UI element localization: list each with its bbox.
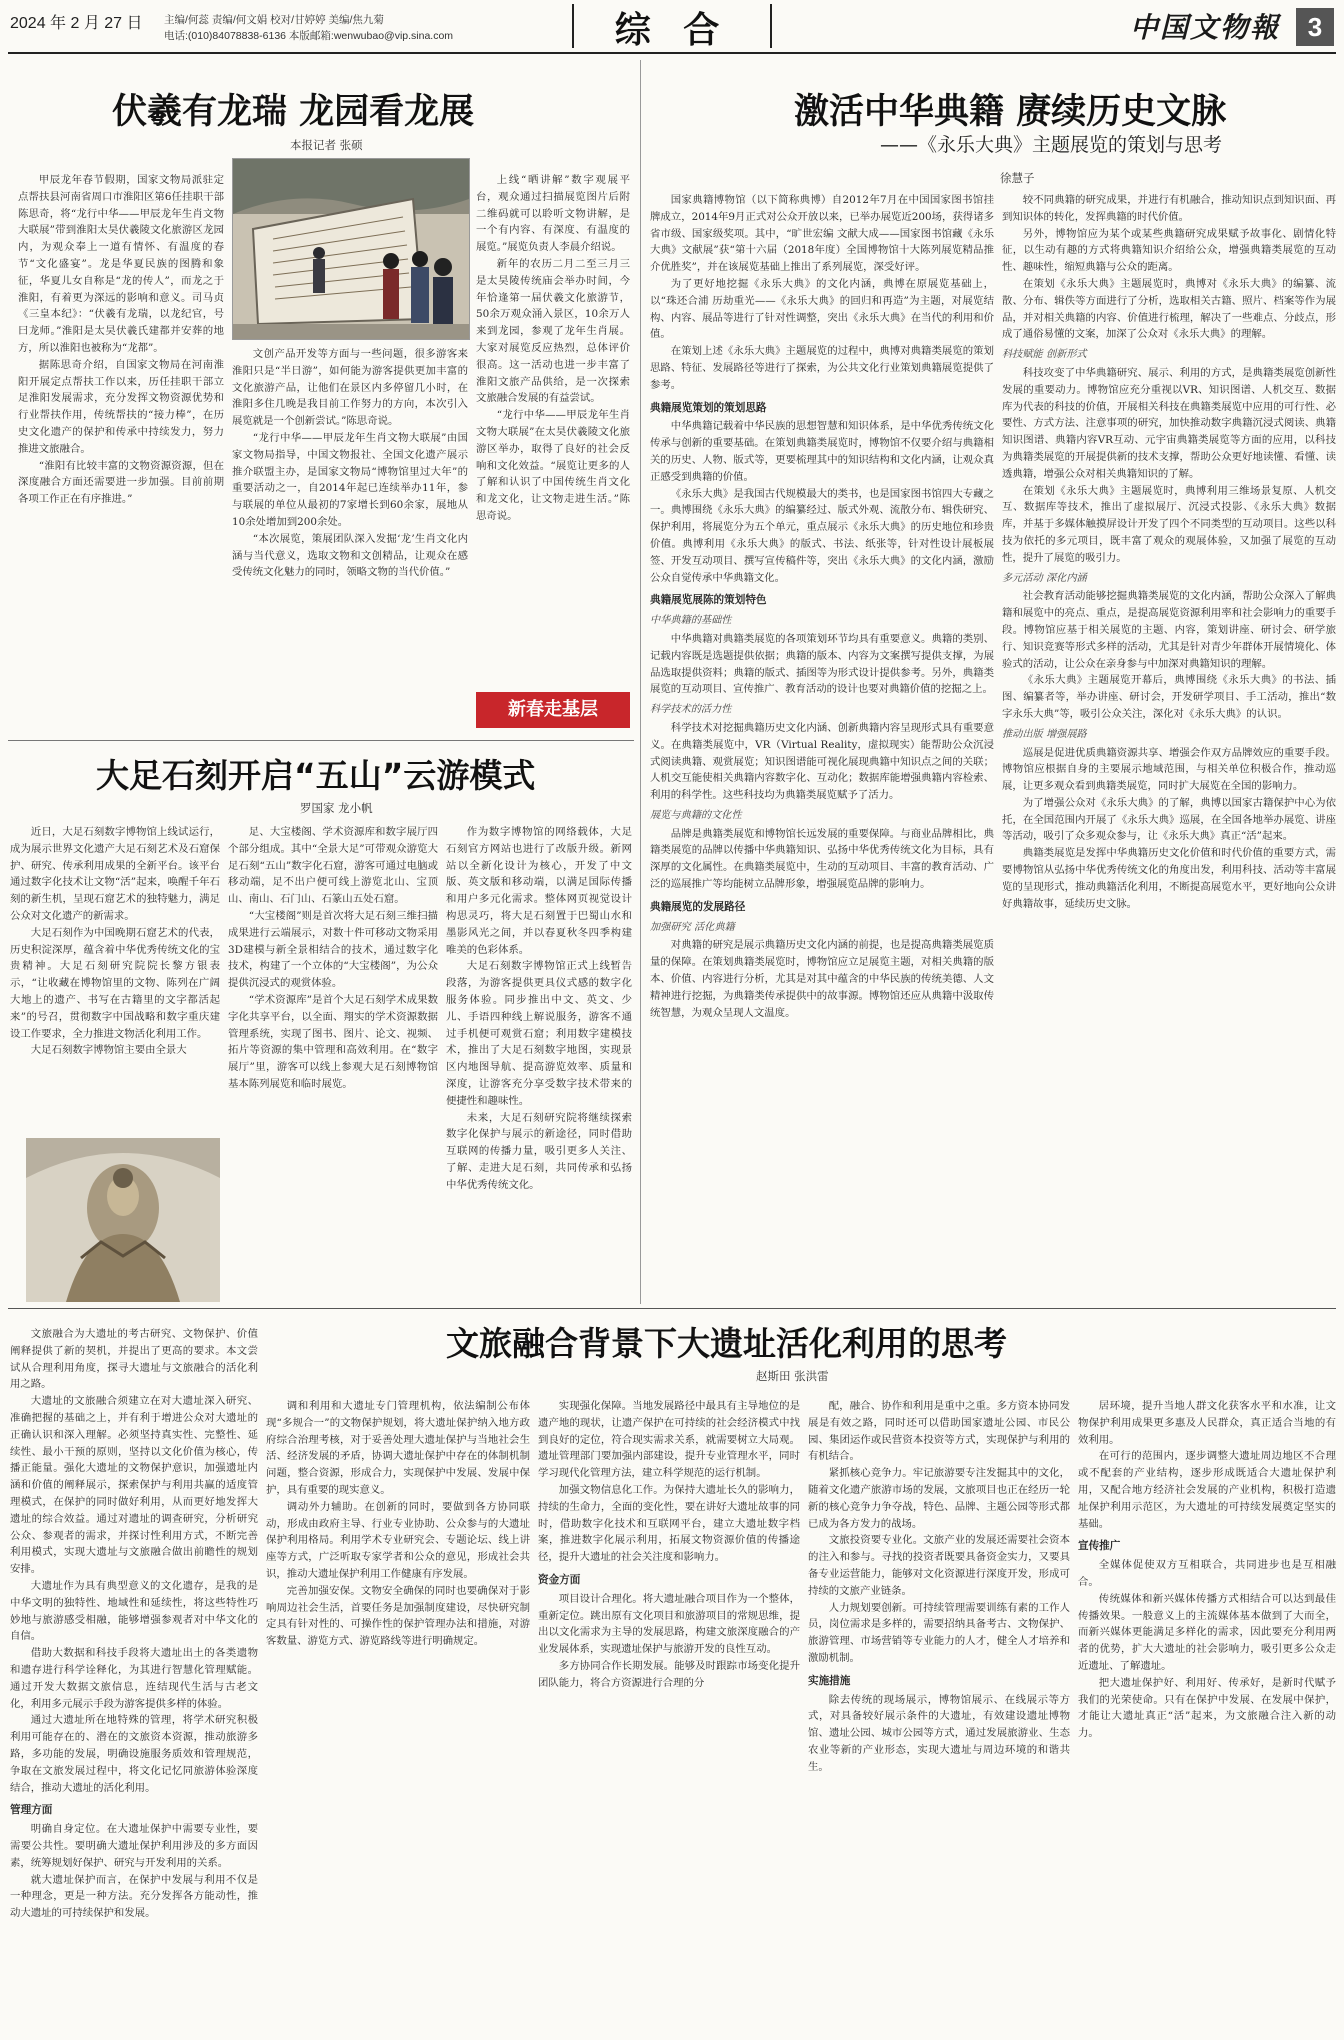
article2-byline: 徐慧子 (1000, 171, 1035, 185)
article4-byline: 赵斯田 张洪雷 (756, 1369, 829, 1383)
paragraph: 未来，大足石刻研究院将继续探索数字化保护与展示的新途径，同时借助互联网的传播力量，吸引更多人关注、了解、走进大足石刻，共同传承和弘扬中华优秀传统文化。 (446, 1111, 632, 1191)
paragraph: 大足石刻数字博物馆正式上线暂告段落，为游客提供更具仪式感的数字化服务体验。同步推出中文、英文、少儿、手语四种线上解说服务，游客不通过手机便可观赏石窟；利用数字建模技术，推出了大足石刻数字地图，实现景区内地图导航、提高游览效率、质量和深度，让游客充分享受数字技术带来的便捷性和趣味性。 (446, 960, 632, 1107)
sub-heading: 推动出版 增强展路 (1002, 728, 1087, 740)
paragraph: 大遗址的文旅融合须建立在对大遗址深入研究、准确把握的基础之上，并有利于增进公众对大遗址的正确认识和深入理解。必须坚持真实性、完整性、延续性、最小干预的原则，坚持以文化价值为核心，传播正能量。强化大遗址的文物保护意识，加强遗址内涵和价值的阐释展示，探索保护与利用共赢的适度管理模式，在保护的同时做好利用，从而更好地发挥大遗址的综合效益。通过对遗址的调查研究，分析研究公众、参观者的需求，并探讨性利用方式，不断完善利用模式，实现大遗址与文旅融合做出前瞻性的规划安排。 (10, 1395, 258, 1576)
section-heading: 资金方面 (538, 1573, 581, 1586)
paragraph: 把大遗址保护好、利用好、传承好，是新时代赋予我们的光荣使命。只有在保护中发展、在发展中保护，才能让大遗址真正“活”起来，为文旅融合注入新的动力。 (1078, 1676, 1336, 1740)
dazu-photo-graphic (26, 1138, 220, 1302)
article4-col4 (808, 1398, 1070, 2030)
section-heading: 典籍展览的发展路径 (650, 900, 746, 913)
paragraph: 调动外力辅助。在创新的同时，要做到各方协同联动，形成由政府主导、行业专业协助、公众参与的大遗址保护利用格局。利用学术专业研究会、专题论坛、线上讲座等方式，广泛听取专家学者和公众的意见，形成社会共识，推动大遗址保护利用工作健康有序发展。 (266, 1500, 530, 1580)
paragraph: 大足石刻作为中国晚期石窟艺术的代表，历史积淀深厚，蕴含着中华优秀传统文化的宝贵精神。大足石刻研究院院长黎方银表示，“让收藏在博物馆里的文物、陈列在广阔大地上的遗产、书写在古籍里的文字都活起来”的号召，贯彻数字中国战略和数字重庆建设工作要求，全力推进文物活化利用工作。 (10, 926, 220, 1040)
paragraph: 科技攻变了中华典籍研究、展示、利用的方式，是典籍类展览创新性发展的重要动力。博物馆应充分重视以VR、知识图谱、人机交互、数据库为代表的科技的价值，开展相关科技在典籍类展览中应用的可行性、必要性、方式方法、注意事项的研究，加快推动数字典籍沉浸式阅读、典籍知识图谱、典籍内容VR互动、元宇宙典籍类展览等方面的应用，以科技为典籍类展览的开展提供新的技术支撑，帮助公众更好地读懂、看懂、读透典籍，增强公众对相关典籍知识的了解。 (1002, 366, 1336, 480)
paragraph: “本次展览，策展团队深入发掘‘龙’生肖文化内涵与当代意义，选取文物和文创精品，让观众在感受传统文化魅力的同时，领略文物的当代价值。” (232, 532, 468, 579)
paragraph: “龙行中华——甲辰龙年生肖文物大联展”由国家文物局指导，中国文物报社、全国文化遗产展示推介联盟主办，是国家文物局“博物馆里过大年”的重要活动之一，自2014年起已连续举办11年，参与联展的单位从最初的7家增长到60余家，展地从10余处增加到200余处。 (232, 431, 468, 528)
article2-col2 (1002, 192, 1336, 1302)
editor-line: 主编/何蕊 责编/何文娟 校对/甘婷婷 美编/焦九菊 (164, 14, 384, 26)
paragraph: 新年的农历二月二至三月三是太昊陵传统庙会举办时间，今年恰逢第一届伏羲文化旅游节，50余万观众涌入景区，10余万人来到龙园，参观了龙年生肖展。大家对展览反应热烈，总体评价很高。这一活动也进一步丰富了淮阳文旅产品供给，是一次探索文旅融合发展的有益尝试。 (476, 257, 630, 405)
sub-heading: 加强研究 活化典籍 (650, 921, 735, 933)
exhibition-photo-graphic (233, 159, 469, 339)
article3-col3 (446, 824, 632, 1302)
paragraph: 配，融合、协作和利用是重中之重。多方资本协同发展是有效之路，同时还可以借助国家遗址公园、市民公园、集团运作或民营资本投资等方式，实现保护与利用的有机结合。 (808, 1400, 1070, 1463)
article1-col3 (476, 172, 630, 684)
paragraph: 作为数字博物馆的网络载体，大足石刻官方网站也进行了改版升级。新网站以全新化设计为核心，开发了中文版、英文版和移动端，以满足国际传播和用户多元化需求。整体网页视觉设计构思灵巧，将大足石刻置于巴蜀山水和墨影风光之间，并以春夏秋冬四季构建唯美的色彩体系。 (446, 826, 632, 956)
article3-col1 (10, 824, 220, 1134)
article1-col2 (232, 346, 468, 696)
paragraph: 加强文物信息化工作。为保持大遗址长久的影响力，持续的生命力，全面的变化性，要在讲好大遗址故事的同时，借助数字化技术和互联网平台，建立大遗址数字档案，推进数字化展示利用，拓展文物资源价值的传播途径，提升大遗址的社会关注度和影响力。 (538, 1483, 800, 1564)
article3-headline: 大足石刻开启“五山”云游模式 (96, 756, 536, 795)
section-heading: 典籍展览展陈的策划特色 (650, 594, 767, 607)
paragraph: 中华典籍记载着中华民族的思想智慧和知识体系，是中华优秀传统文化传承与创新的重要基础。在策划典籍类展览时，博物馆不仅要介绍与典籍相关的历史、人物、版式等，更要梳理其中的知识结构和文化内涵，让观众真正感受到典籍的价值。 (650, 420, 994, 483)
article1-headline: 伏羲有龙瑞 龙园看龙展 (112, 92, 475, 132)
paragraph: 据陈思奇介绍，自国家文物局在河南淮阳开展定点帮扶工作以来，历任挂职干部立足淮阳发展需求，充分发挥文物资源优势和行业帮扶作用，传统帮扶的“接力棒”，在历史文化遗产的保护和传承中持续发力，努力推进文旅融合。 (18, 358, 224, 455)
paragraph: 上线“晒讲解”数字观展平台，观众通过扫描展览图片后附二维码就可以聆听文物讲解，是一个有内容、有深度、有温度的展览。”展览负责人李晨介绍说。 (476, 174, 630, 254)
editor-info (164, 12, 564, 44)
paragraph: 紧抓核心竞争力。牢记旅游要专注发掘其中的文化，随着文化遗产旅游市场的发展，文旅项目也正在经历一轮新的核心竞争力争夺战，特色、品牌、主题公园等形式都已成为各方发力的战场。 (808, 1467, 1070, 1530)
article3-byline: 罗国家 龙小帆 (300, 801, 373, 815)
contact-line: 电话:(010)84078838-6136 本版邮箱:wenwubao@vip.sina.com (164, 30, 454, 42)
paragraph: 多方协同合作长期发展。能够及时跟踪市场变化提升团队能力，将合方资源进行合理的分 (538, 1659, 800, 1689)
article4-col3 (538, 1398, 800, 2030)
lower-rule (8, 1308, 1336, 1309)
paragraph: 《永乐大典》是我国古代规模最大的类书，也是国家图书馆四大专藏之一。典博围绕《永乐大典》的编纂经过、版式外观、流散分布、辑佚研究、保护利用，将展览分为五个单元，重点展示《永乐大典》的历史地位和珍贵价值。典博利用《永乐大典》的版式、书法、纸张等，针对性设计展板展签、开发互动项目、撰写宣传稿件等，突出《永乐大典》的文化内涵，激励公众自觉传承中华典籍文化。 (650, 487, 994, 584)
section-heading: 实施措施 (808, 1674, 851, 1687)
article4-headline: 文旅融合背景下大遗址活化利用的思考 (446, 1324, 1007, 1363)
section-heading: 典籍展览策划的策划思路 (650, 401, 767, 414)
paragraph: 文创产品开发等方面与一些问题，很多游客来淮阳只是“半日游”，如何能为游客提供更加丰富的文化旅游产品，让他们在景区内多停留几小时，在淮阳多住几晚是我目前工作努力的方向，本次引入展览就是一个创新尝试。”陈思奇说。 (232, 348, 468, 428)
paragraph: 大足石刻数字博物馆主要由全景大 (30, 1044, 187, 1057)
article2-col1 (650, 192, 994, 1302)
paragraph: 国家典籍博物馆（以下简称典博）自2012年7月在中国国家图书馆挂牌成立，2014年9月正式对公众开放以来，已举办展览近200场，获得诸多省市级、国家级奖项。其中，“旷世宏编 文献大成——国家图书馆藏《永乐大典》文献展”获“第十六届（2018年度）全国博物馆十大陈列展览精品推介优胜奖”，并在该展览基础上推出了系列展览，深受好评。 (650, 194, 994, 274)
paragraph: 为了更好地挖掘《永乐大典》的文化内涵，典博在原展览基础上，以“珠还合浦 历劫重光——《永乐大典》的回归和再造”为主题，对展览结构、内容、展品等进行了针对性调整，突出《永乐大典》在当代的利用和价值。 (650, 277, 994, 341)
section-heading: 管理方面 (10, 1804, 53, 1817)
paragraph: 大遗址作为具有典型意义的文化遗存，是我的是中华文明的独特性、地域性和延续性，将这些特性巧妙地与旅游感受相融，能够增强参观者对中华文化的自信。 (10, 1579, 258, 1643)
paragraph: 在可行的范围内，逐步调整大遗址周边地区不合理或不配套的产业结构，逐步形成既适合大遗址保护利用，又配合地方经济社会发展的产业机构，积极打造遗址保护利用示范区，为大遗址的可持续发展奠定坚实的基础。 (1078, 1450, 1336, 1530)
paragraph: 居环境，提升当地人群文化获客水平和水准，让文物保护利用成果更多惠及人民群众，真正适合当地的有效利用。 (1078, 1400, 1336, 1446)
paragraph: “大宝楼阁”则是首次将大足石刻三维扫描成果进行云端展示，对数十件可移动文物采用3D建模与新全景相结合的技术，通过数字化技术，构建了一个立体的“大宝楼阁”，为公众提供沉浸式的观赏体验。 (228, 909, 438, 990)
paragraph: 就大遗址保护而言，在保护中发展与利用不仅是一种理念，更是一种方法。充分发挥各方能动性，推动大遗址的可持续保护和发展。 (10, 1873, 258, 1920)
article3-col2 (228, 824, 438, 1302)
section-title: 综 合 (614, 10, 730, 51)
masthead-divider-right (770, 4, 772, 48)
paragraph: 明确自身定位。在大遗址保护中需要专业性，要需要公共性。要明确大遗址保护利用涉及的多方面因素，统筹规划好保护、研究与开发利用的关系。 (10, 1823, 258, 1869)
paragraph: 项目设计合理化。将大遗址融合项目作为一个整体，重新定位。跳出原有文化项目和旅游项目的常规思维，提出以文化需求为主导的发展思路，构建文旅深度融合的产业发展体系，实现遗址保护与旅游开发的良性互动。 (538, 1592, 800, 1656)
paragraph: 文旅融合为大遗址的考古研究、文物保护、价值阐释提供了新的契机，并提出了更高的要求。本文尝试从合理利用角度，探寻大遗址与文旅融合的活化利用之路。 (10, 1328, 258, 1391)
section-heading: 宣传推广 (1078, 1540, 1121, 1553)
paragraph: 人力规划要创新。可持续管理需要训练有素的工作人员，岗位需求是多样的，需要招纳具备考古、文物保护、旅游管理、市场营销等专业能力的人才，健全人才培养和激励机制。 (808, 1601, 1070, 1664)
page-number: 3 (1296, 8, 1334, 46)
paragraph: 科学技术对挖掘典籍历史文化内涵、创新典籍内容呈现形式具有重要意义。在典籍类展览中，VR（Virtual Reality，虚拟现实）能帮助公众沉浸式阅读典籍、观赏展览；知识图谱能可视化展现典籍中知识点之间的关联；人机交互能使相关典籍内容数字化、互动化；数据库能增强典籍内容检索、利用的科学性。这些科技均为典籍类展览赋予了活力。 (650, 721, 994, 802)
paragraph: 传统媒体和新兴媒体传播方式相结合可以达到最佳传播效果。一般意义上的主流媒体基本做到了大而全，而新兴媒体更能满足多样化的需求，因此要充分利用两者的优势，扩大大遗址的社会影响力，吸引更多公众走近遗址、了解遗址。 (1078, 1592, 1336, 1672)
article2-subtitle: ——《永乐大典》主题展览的策划与思考 (880, 134, 1223, 156)
paragraph: 足、大宝楼阁、学术资源库和数字展厅四个部分组成。其中“全景大足”可带观众游览大足石刻“五山”数字化石窟，游客可通过电脑或移动端，足不出户便可线上游览北山、宝顶山、南山、石门山、石篆山五处石窟。 (228, 826, 438, 906)
masthead-divider-left (572, 4, 574, 48)
paragraph: 品牌是典籍类展览和博物馆长远发展的重要保障。与商业品牌相比，典籍类展览的品牌以传播中华典籍知识、弘扬中华优秀传统文化为目标，具有深厚的文化属性。在典籍类展览中，生动的互动项目、丰富的教育活动、广泛的巡展推广等均能树立品牌形象，增强展览品牌的影响力。 (650, 827, 994, 891)
sub-heading: 科学技术的活力性 (650, 704, 732, 716)
sub-heading: 科技赋能 创新形式 (1002, 349, 1087, 361)
paragraph: 另外，博物馆应为某个或某些典籍研究成果赋予故事化、剧情化特征，以生动有趣的方式将典籍知识介绍给公众，增强典籍类展览的互动性、趣味性，缩短典籍与公众的距离。 (1002, 227, 1336, 274)
paragraph: 通过大遗址所在地特殊的管理，将学术研究积极利用可能存在的、潜在的文旅资本资源，推动旅游多路，多功能的发展，明确设施服务质效和管理规范，争取在文旅发展过程中，将文化记忆同旅游体验深度结合，推动大遗址的活化利用。 (10, 1714, 258, 1794)
paragraph: 文旅投资要专业化。文旅产业的发展还需要社会资本的注入和参与。寻找的投资者既要具备资金实力，又要具备专业运营能力，能够对文化资源进行深度开发，形成可持续的文旅产业链条。 (808, 1534, 1070, 1597)
article1-col1 (18, 172, 224, 696)
paragraph: 除去传统的现场展示，博物馆展示、在线展示等方式，对具备较好展示条件的大遗址，有效建设遗址博物馆、遗址公园、城市公园等方式，通过发展旅游业、生态农业等新的产业形态，实现大遗址与周边环境的和谐共生。 (808, 1693, 1070, 1773)
paragraph: 借助大数据和科技手段将大遗址出土的各类遗物和遗存进行科学诠释化，为其进行智慧化管理赋能。通过开发大数据文旅信息，连结现代生活与古老文化，利用多元展示手段为游客提供多样的体验。 (10, 1647, 258, 1710)
article2-headline: 激活中华典籍 赓续历史文脉 (794, 92, 1227, 132)
sub-heading: 展览与典籍的文化性 (650, 809, 742, 821)
dazu-photo (26, 1138, 220, 1302)
article-divider (8, 740, 634, 741)
paragraph: 甲辰龙年春节假期，国家文物局派驻定点帮扶县河南省周口市淮阳区第6任挂职干部陈思奇，将“龙行中华——甲辰龙年生肖文物大联展”带到淮阳太昊伏羲陵文化旅游区龙园内，为观众奉上一道有情怀、有温度的春节“文化盛宴”。龙是华夏民族的图腾和象征，华夏儿女自称是“龙的传人”，而龙之于淮阳，有着更为深远的影响和意义。司马贞《三皇本纪》：“伏羲有龙瑞，以龙纪官，号曰龙师。”淮阳是太昊伏羲氏建都并安葬的地方，所以淮阳也被称为“龙都”。 (18, 174, 224, 354)
column-divider (640, 60, 641, 1304)
paragraph: “学术资源库”是首个大足石刻学术成果数字化共享平台，以全面、翔实的学术资源数据管理系统，实现了图书、图片、论文、视频、拓片等资源的集中管理和高效利用。在“数字展厅”里，游客可以线上参观大足石刻博物馆基本陈列展览和临时展览。 (228, 993, 438, 1090)
article1-byline: 本报记者 张硕 (290, 138, 363, 152)
article4-col5 (1078, 1398, 1336, 2030)
paragraph: 对典籍的研究是展示典籍历史文化内涵的前提，也是提高典籍类展览质量的保障。在策划典籍类展览时，博物馆应立足展览主题，对相关典籍的版本、价值、内容进行分析，尤其是对其中蕴含的中华民族的传统美德、人文精神进行挖掘，为典籍类传承提供中的故事源。博物馆还应从典籍中汲取传统智慧，为观众呈现人文温度。 (650, 939, 994, 1019)
paragraph: 实现强化保障。当地发展路径中最具有主导地位的是遗产地的现状，让遗产保护在可持续的社会经济模式中找到良好的定位，符合现实需求关系，就需要树立大局观。遗址管理部门要加强内部建设，提升专业管理水平，同时学习现代化管理方法，建立科学规范的运行机制。 (538, 1400, 800, 1480)
issue-date: 2024 年 2 月 27 日 (10, 15, 143, 32)
paragraph: 调和利用和大遗址专门管理机构，依法编制公布体现“多规合一”的文物保护规划，将大遗址保护纳入地方政府综合治理考核，对于妥善处理大遗址保护与当地社会生活、经济发展的矛盾，协调大遗址保护中存在的体制机制问题，整合资源，形成合力，实现保护中发展、发展中保护，具有重要的现实意义。 (266, 1400, 530, 1496)
masthead-rule (8, 52, 1336, 54)
paragraph: 完善加强安保。文物安全确保的同时也要确保对于影响周边社会生活，首要任务是加强制度建设，尽快研究制定具有针对性的、可操作性的保护管理办法和措施，对游客数量、游览方式、游览路线等进行明确规定。 (266, 1584, 530, 1648)
article4-col1 (10, 1326, 258, 2030)
paragraph: 在策划《永乐大典》主题展览时，典博利用三维场景复原、人机交互、数据库等技术，推出了虚拟展厅、沉浸式投影、《永乐大典》数据库，并基于多媒体触摸屏设计开发了四个不同类型的互动项目。这些以科技为依托的多元项目，既丰富了观众的观展体验，又加强了展览的互动性，提升了展览的吸引力。 (1002, 484, 1336, 564)
paragraph: 典籍类展览是发挥中华典籍历史文化价值和时代价值的重要方式，需要博物馆从弘扬中华优秀传统文化的角度出发，利用科技、活动等丰富展览的呈现形式，推动典籍活化利用，不断提高展览水平，更好地向公众讲好典籍故事，延续历史文脉。 (1002, 847, 1336, 910)
paragraph: 近日，大足石刻数字博物馆上线试运行，成为展示世界文化遗产大足石刻艺术及石窟保护、研究、传承利用成果的全新平台。该平台通过数字化技术让文物“活”起来，唤醒千年石刻的新生机，呈现石窟艺术的独特魅力，满足公众对文化遗产的新需求。 (10, 826, 220, 922)
paragraph: “龙行中华——甲辰龙年生肖文物大联展”在太昊伏羲陵文化旅游区举办，取得了良好的社会反响和文化效益。“展览让更多的人了解和认识了中国传统生肖文化和龙文化，让文物走进生活。”陈思奇说。 (476, 409, 630, 522)
paragraph: 中华典籍对典籍类展览的各项策划环节均具有重要意义。典籍的类别、记载内容既是选题提供依据；典籍的版本、内容为文案撰写提供支撑，为展品选取提供资料；典籍的版式、插图等为形式设计提供参考。另外，典籍类展览的互动项目、宣传推广、教育活动的设计也要对典籍价值的挖掘之上。 (650, 632, 994, 696)
sub-heading: 多元活动 深化内涵 (1002, 572, 1087, 584)
paragraph: 为了增强公众对《永乐大典》的了解，典博以国家古籍保护中心为依托，在全国范围内开展了《永乐大典》巡展，在全国各地举办展览、讲座等活动，吸引了众多观众参与，让《永乐大典》真正“活”起来。 (1002, 796, 1336, 843)
paragraph: 较不同典籍的研究成果，并进行有机融合，推动知识点到知识面、再到知识体的转化，发挥典籍的时代价值。 (1002, 194, 1336, 223)
new-year-badge: 新春走基层 (476, 692, 630, 728)
paragraph: 在策划《永乐大典》主题展览时，典博对《永乐大典》的编纂、流散、分布、辑佚等方面进行了分析，选取相关古籍、照片、档案等作为展品，并对相关典籍的内容、价值进行梳理，解决了一些难点、分歧点，形成了通俗易懂的文案，加深了公众对《永乐大典》的理解。 (1002, 277, 1336, 341)
paragraph: 巡展是促进优质典籍资源共享、增强会作双方品牌效应的重要手段。博物馆应根据自身的主要展示地域范围，与相关单位积极合作，推动巡展，让更多观众看到典籍类展览，同时扩大展览在全国的影响力。 (1002, 746, 1336, 793)
paragraph: 《永乐大典》主题展览开幕后，典博围绕《永乐大典》的书法、插图、编纂者等，举办讲座、研讨会，开发研学项目、手工活动，推出“数字永乐大典”等，吸引公众关注，深化对《永乐大典》的认识。 (1002, 674, 1336, 720)
exhibition-photo (232, 158, 470, 340)
newspaper-logo: 中国文物報 (1129, 11, 1280, 44)
article4-col2 (266, 1398, 530, 2030)
paragraph: 社会教育活动能够挖掘典籍类展览的文化内涵，帮助公众深入了解典籍和展览中的亮点、重点，是提高展览资源利用率和社会影响力的重要手段。博物馆应基于相关展览的主题、内容，策划讲座、研讨会、研学旅行、知识竞赛等形式多样的活动，尤其是针对青少年群体开展情境化、体验式的活动，让公众在亲身参与中加深对典籍知识的理解。 (1002, 590, 1336, 670)
paragraph: “淮阳有比较丰富的文物资源资源，但在深度融合方面还需要进一步加强。目前前期各项工作正在有序推进。” (18, 459, 224, 506)
paragraph: 全媒体促使双方互相联合，共同进步也是互相融合。 (1078, 1559, 1336, 1588)
sub-heading: 中华典籍的基础性 (650, 615, 732, 627)
paragraph: 在策划上述《永乐大典》主题展览的过程中，典博对典籍类展览的策划思路、特征、发展路径等进行了探索，为公共文化行业策划典籍展览提供了参考。 (650, 345, 994, 391)
